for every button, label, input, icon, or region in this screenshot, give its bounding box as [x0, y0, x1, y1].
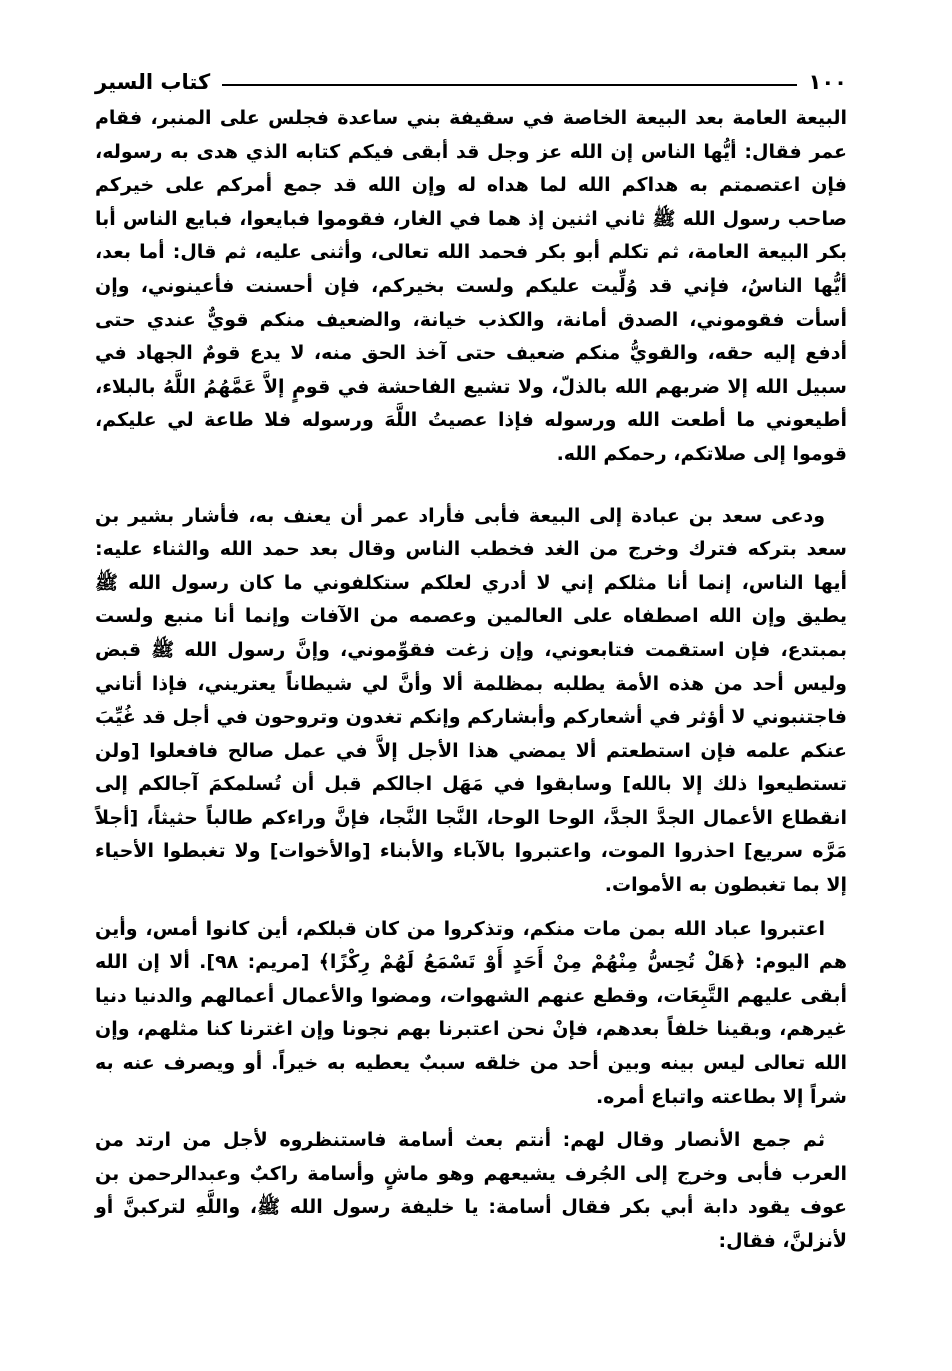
book-page [95, 56, 847, 1259]
paragraph-spacer [95, 472, 847, 500]
paragraph-1: البيعة العامة بعد البيعة الخاصة في سقيفة بني ساعدة فجلس على المنبر، فقام عمر فقال: أيُّها الناس إن الله عز وجل قد أبقى فيكم كتابه الذي هدى به رسوله، فإن اعتصمتم به هداكم الله لما هداه له وإن الله قد جمع أمركم على خيركم صاحب رسول الله ﷺ ثاني اثنين إذ هما في الغار، فقوموا فبايعوا، فبايع الناس أبا بكر البيعة العامة، ثم تكلم أبو بكر فحمد الله تعالى، وأثنى عليه، ثم قال: أما بعد، أيُّها الناسُ، فإني قد وُلِّيت عليكم ولست بخيركم، فإن أحسنت فأعينوني، وإن أسأت فقوموني، الصدق أمانة، والكذب خيانة، والضعيف منكم قويٌّ عندي حتى أدفع إليه حقه، والقويُّ منكم ضعيف حتى آخذ الحق منه، لا يدع قومٌ الجهاد في سبيل الله إلا ضربهم الله بالذلّ، ولا تشيع الفاحشة في قومٍ إلاَّ عَمَّهُمُ اللَّهُ بالبلاء، أطيعوني ما أطعت الله ورسوله فإذا عصيتُ اللَّهَ ورسوله فلا طاعة لي عليكم، قوموا إلى صلاتكم، رحمكم الله. [95, 107, 847, 465]
paragraph-4: ثم جمع الأنصار وقال لهم: أنتم بعث أسامة فاستنظروه لأجل من ارتد من العرب فأبى وخرج إلى الجُرف يشيعهم وهو ماشٍ وأسامة راكبٌ وعبدالرحمن بن عوف يقود دابة أبي بكر فقال أسامة: يا خليفة رسول الله ﷺ، واللَّهِ لتركبنَّ أو لأنزلنَّ، فقال: [95, 1129, 847, 1252]
paragraph-3: اعتبروا عباد الله بمن مات منكم، وتذكروا من كان قبلكم، أين كانوا أمس، وأين هم اليوم: ﴿هَلْ تُحِسُّ مِنْهُمْ مِنْ أَحَدٍ أَوْ تَسْمَعُ لَهُمْ رِكْزًا﴾ [مريم: ٩٨]. ألا إن الله أبقى عليهم التَّبِعَات، وقطع عنهم الشهوات، ومضوا والأعمال أعمالهم والدنيا دنيا غيرهم، وبقينا خلفاً بعدهم، فإنْ نحن اعتبرنا بهم نجونا وإن اغترنا كنا مثلهم، وإن الله تعالى ليس بينه وبين أحد من خلقه سببٌ يعطيه به خيراً. أو ويصرف عنه به شراً إلا بطاعته واتباع أمره. [95, 917, 847, 1108]
page-body [95, 102, 847, 1259]
paragraph-2: ودعى سعد بن عبادة إلى البيعة فأبى فأراد عمر أن يعنف به، فأشار بشير بن سعد بتركه فترك وخرج من الغد فخطب الناس وقال بعد حمد الله والثناء عليه: أيها الناس، إنما أنا مثلكم إني لا أدري لعلكم ستكلفوني ما كان رسول الله ﷺ يطيق وإن الله اصطفاه على العالمين وعصمه من الآفات وإنما أنا منبع ولست بمبتدع، فإن استقمت فتابعوني، وإن زغت فقوِّموني، وإنَّ رسول الله ﷺ قبض وليس أحد من هذه الأمة يطلبه بمظلمة ألا وأنَّ لي شيطاناً يعتريني، فإذا أتاني فاجتنبوني لا أؤثر في أشعاركم وأبشاركم وإنكم تغدون وتروحون في أجل قد غُيِّبَ عنكم علمه فإن استطعتم ألا يمضي هذا الأجل إلاَّ في عمل صالح فافعلوا [ولن تستطيعوا ذلك إلا بالله] وسابقوا في مَهَل اجالكم قبل أن تُسلمكمَ آجالكم إلى انقطاع الأعمال الجدَّ الجدَّ، الوحا الوحا، النَّجا النَّجا، فإنَّ وراءكم طالباً حثيثاً، [أجلاً مَرَّه سريع] احذروا الموت، واعتبروا بالآباء والأبناء [والأخوات] ولا تغبطوا الأحياء إلا بما تغبطون به الأموات. [95, 504, 847, 897]
header-rule [222, 84, 796, 86]
paragraph-spacer [95, 1114, 847, 1124]
paragraph-spacer [95, 903, 847, 913]
page-header [95, 56, 847, 94]
running-title: كتاب السير [95, 70, 211, 94]
page-number: ١٠٠ [808, 70, 847, 94]
